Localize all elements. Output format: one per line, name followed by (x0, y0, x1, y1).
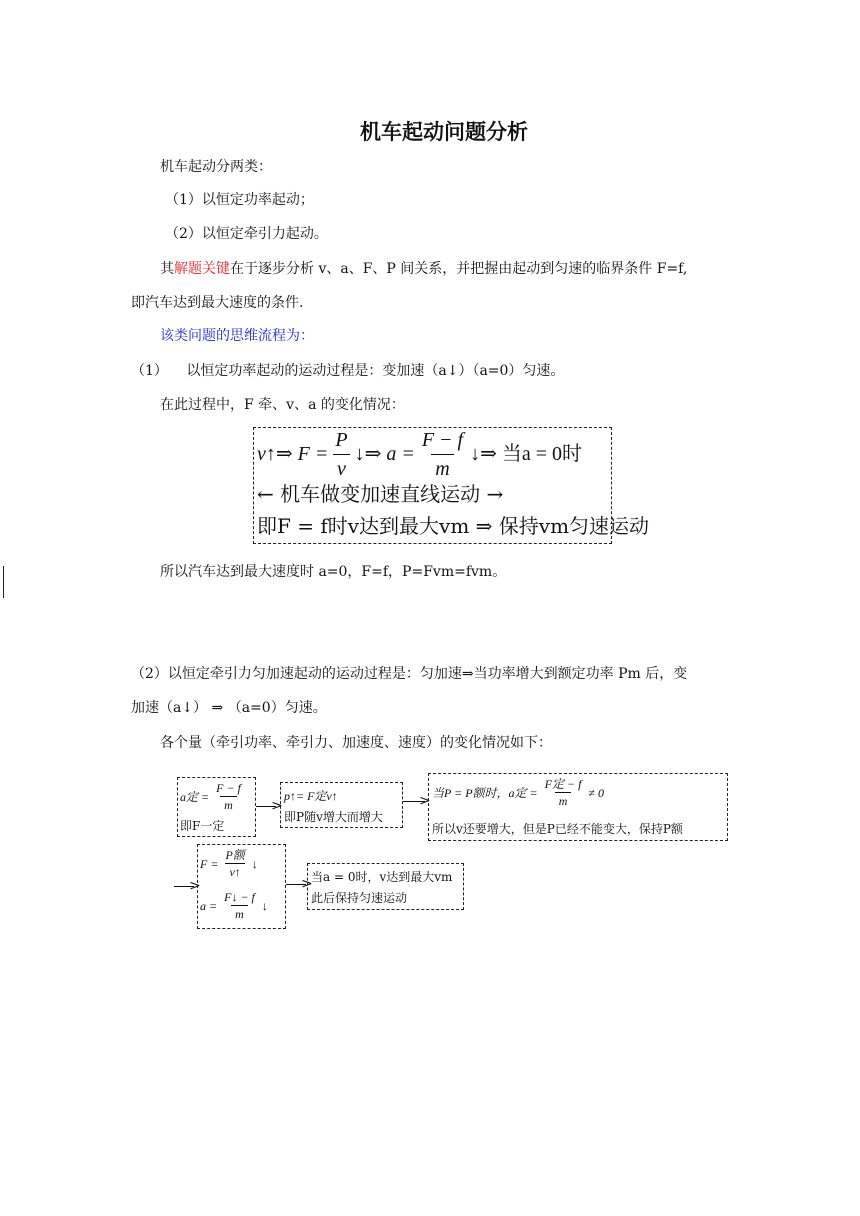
box4-a-fraction (220, 889, 259, 922)
box4-f-fraction (221, 847, 248, 880)
box4-f-lhs: F = (200, 856, 219, 871)
arrow-head-icon: > (189, 878, 201, 894)
page-title: 机车起动问题分析 (360, 120, 528, 144)
key-sentence (160, 259, 687, 279)
box3-line2: 所以v还要增大，但是P已经不能变大，保持P额 (432, 822, 683, 836)
section2-box4 (197, 844, 286, 929)
section2-box2 (280, 782, 403, 828)
key-rest: 在于逐步分析 v、a、F、P 间关系，并把握由起动到匀速的临界条件 F=f, (230, 261, 688, 277)
arrow-head-icon: > (271, 798, 283, 814)
row1-part-b: ↓⇒ a = (354, 443, 415, 465)
key-highlight: 解题关键 (174, 261, 230, 277)
arrow-head-icon: > (301, 876, 313, 892)
box1-formula (180, 780, 248, 813)
key-sentence-line2: 即汽车达到最大速度的条件. (131, 295, 304, 311)
arrow-head-icon: > (419, 793, 431, 809)
frac-numerator: P额 (225, 848, 245, 862)
section1-row1 (257, 428, 583, 480)
box3-lhs: 当P = P额时，a定 = (432, 785, 538, 800)
box3-neq: ≠ 0 (588, 785, 604, 800)
frac-denominator: m (555, 792, 572, 809)
box4-a-lhs: a = (200, 898, 218, 913)
box5-line2: 此后保持匀速运动 (311, 891, 408, 905)
frac-denominator: m (431, 454, 453, 483)
section2-heading-line2: 加速（a↓） ⇒ （a=0）匀速。 (131, 700, 327, 716)
type-2: （2）以恒定牵引力起动。 (165, 226, 328, 242)
key-prefix: 其 (160, 261, 174, 277)
frac-denominator: m (231, 905, 248, 922)
down-arrow-icon: ↓ (261, 898, 268, 913)
section1-title: 以恒定功率起动的运动过程是：变加速（a↓）（a=0）匀速。 (186, 363, 565, 379)
section1-number: （1） (131, 363, 168, 379)
box5-line1: 当a = 0时，v达到最大vm (311, 870, 453, 884)
down-arrow-icon: ↓ (251, 856, 258, 871)
section1-row3: 即F = f时v达到最大vm ⇒ 保持vm匀速运动 (257, 514, 650, 538)
frac-numerator: F↓ − f (224, 890, 255, 904)
section1-conclusion: 所以汽车达到最大速度时 a=0，F=f，P=Fvm=fvm。 (160, 564, 507, 580)
frac-denominator: m (220, 796, 237, 813)
box1-lhs: a定 = (180, 789, 210, 804)
section2-box5 (307, 863, 464, 910)
box3-formula (432, 776, 604, 809)
frac-numerator: F定 − f (544, 777, 582, 791)
box4-a-formula (200, 889, 268, 922)
box3-fraction (541, 776, 586, 809)
row1-part-a: v↑⇒ F = (257, 443, 329, 465)
box1-fraction (212, 780, 245, 813)
frac-numerator: F − f (216, 781, 241, 795)
box2-line1: p↑= F定v↑ (284, 789, 338, 803)
section1-flow-box (253, 427, 650, 544)
type-1: （1）以恒定功率起动； (165, 192, 314, 208)
frac-numerator: P (335, 428, 348, 451)
section1-heading (131, 361, 564, 381)
fraction-f-minus-f-over-m (418, 426, 467, 483)
intro-text: 机车起动分两类： (160, 159, 272, 175)
section1-row2: ← 机车做变加速直线运动 → (257, 482, 504, 506)
frac-numerator: F − f (421, 428, 464, 451)
box4-f-formula (200, 847, 258, 880)
section2-box1 (177, 777, 256, 837)
frac-denominator: v↑ (225, 863, 244, 880)
row1-part-c: ↓⇒ 当a = 0时 (470, 443, 583, 465)
section1-changes-label: 在此过程中，F 牵、v、a 的变化情况： (160, 397, 405, 413)
box2-line2: 即P随v增大而增大 (284, 810, 383, 824)
section2-changes-label: 各个量（牵引功率、牵引力、加速度、速度）的变化情况如下： (160, 735, 552, 751)
fraction-p-over-v (331, 426, 351, 483)
section2-heading-line1: （2）以恒定牵引力匀加速起动的运动过程是：匀加速⇒当功率增大到额定功率 Pm 后，变 (131, 666, 688, 682)
box1-line2: 即F一定 (180, 819, 225, 833)
margin-marker (3, 566, 4, 598)
frac-denominator: v (333, 454, 350, 483)
section2-box3 (428, 773, 728, 841)
flow-heading: 该类问题的思维流程为： (160, 328, 314, 344)
